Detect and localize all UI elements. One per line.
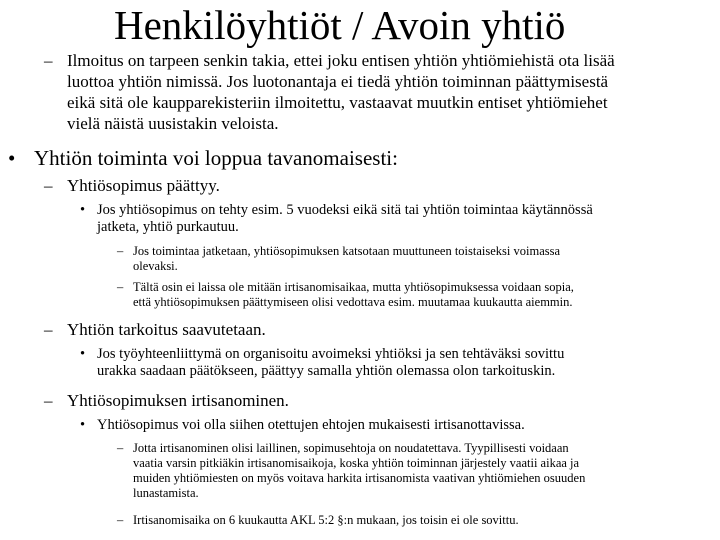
dash-marker: – — [44, 176, 53, 195]
sub-item-text — [133, 441, 585, 501]
section-bullet-text — [97, 417, 525, 434]
section-heading: Yhtiön tarkoitus saavutetaan. — [67, 320, 266, 339]
slide-title: Henkilöyhtiöt / Avoin yhtiö — [114, 2, 566, 48]
sub-item-text — [133, 280, 574, 310]
dash-marker: – — [117, 513, 124, 527]
intro-line: vielä näistä uusistakin veloista. — [67, 114, 279, 133]
intro-line: Ilmoitus on tarpeen senkin takia, ettei joku entisen yhtiön yhtiömiehistä ota lisää — [67, 51, 615, 70]
bullet-line: jatketa, yhtiö purkautuu. — [97, 219, 239, 235]
intro-line: eikä sitä ole kaupparekisteriin ilmoitettu, vastaavat muutkin entiset yhtiömiehet — [67, 93, 608, 112]
sub-item-line: lunastamista. — [133, 486, 199, 500]
sub-item-line: että yhtiösopimuksen päättymiseen olisi vedottava esim. muutamaa kuukautta aiemmin. — [133, 295, 573, 309]
sub-item-text — [133, 513, 519, 528]
dash-marker: – — [117, 244, 124, 258]
dash-marker: – — [44, 320, 53, 339]
bullet-marker: • — [80, 346, 86, 362]
section-heading: Yhtiösopimuksen irtisanominen. — [67, 391, 289, 410]
bullet-line: Jos yhtiösopimus on tehty esim. 5 vuodeksi eikä sitä tai yhtiön toimintaa käytännössä — [97, 202, 593, 218]
dash-marker: – — [44, 51, 53, 70]
main-bullet-text: Yhtiön toiminta voi loppua tavanomaisesti: — [34, 146, 398, 170]
bullet-marker: • — [80, 202, 86, 218]
sub-item-line: muiden yhtiömiesten on myös voitava harkita irtisanomista vaativan yhtiömiehen osuuden — [133, 471, 586, 485]
bullet-line: Yhtiösopimus voi olla siihen otettujen ehtojen mukaisesti irtisanottavissa. — [97, 417, 525, 433]
bullet-line: Jos työyhteenliittymä on organisoitu avoimeksi yhtiöksi ja sen tehtäväksi sovittu — [97, 346, 565, 362]
bullet-marker: • — [80, 417, 86, 433]
sub-item-line: Jos toimintaa jatketaan, yhtiösopimuksen katsotaan muuttuneen toistaiseksi voimassa — [133, 244, 561, 258]
section-bullet-text — [97, 346, 564, 380]
intro-line: luottoa yhtiön nimissä. Jos luotonantaja ei tiedä yhtiön toiminnan päättymisestä — [67, 72, 609, 91]
bullet-marker: • — [8, 146, 16, 170]
dash-marker: – — [117, 280, 124, 294]
sub-item-line: olevaksi. — [133, 259, 178, 273]
sub-item-line: Tältä osin ei laissa ole mitään irtisanomisaikaa, mutta yhtiösopimuksessa voidaan sopia, — [133, 280, 574, 294]
section-heading: Yhtiösopimus päättyy. — [67, 176, 220, 195]
sub-item-line: vaatia varsin pitkiäkin irtisanomisaikoja, koska yhtiön toiminnan järjestely vaatii aikaa ja — [133, 456, 580, 470]
intro-text — [67, 50, 615, 134]
section-bullet-text — [97, 202, 593, 236]
sub-item-line: Jotta irtisanominen olisi laillinen, sopimusehtoja on noudatettava. Tyypillisesti voidaan — [133, 441, 569, 455]
dash-marker: – — [117, 441, 124, 455]
sub-item-text — [133, 244, 560, 274]
bullet-line: urakka saadaan päätökseen, päättyy samalla yhtiön olemassa olon tarkoituskin. — [97, 363, 556, 379]
sub-item-line: Irtisanomisaika on 6 kuukautta AKL 5:2 §:n mukaan, jos toisin ei ole sovittu. — [133, 513, 519, 527]
dash-marker: – — [44, 391, 53, 410]
